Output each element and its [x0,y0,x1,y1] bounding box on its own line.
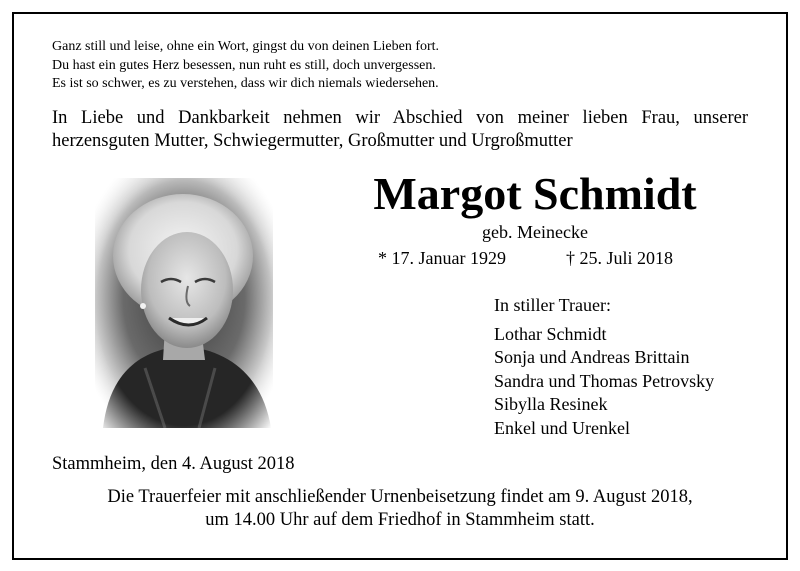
place-and-date: Stammheim, den 4. August 2018 [52,454,295,474]
deceased-name: Margot Schmidt [373,168,697,219]
mourner-name: Sibylla Resinek [494,394,608,414]
mourner-name: Sonja und Andreas Brittain [494,347,690,367]
service-line: Die Trauerfeier mit anschließender Urnenbeisetzung findet am 9. August 2018, [107,487,693,507]
portrait-image [95,178,273,428]
service-line: um 14.00 Uhr auf dem Friedhof in Stammheim statt. [205,510,595,530]
mourners-list [494,294,714,440]
poem-line: Es ist so schwer, es zu verstehen, dass wir dich niemals wiedersehen. [52,76,439,91]
poem-line: Du hast ein gutes Herz besessen, nun ruht es still, doch unvergessen. [52,57,436,73]
memorial-poem [52,38,439,94]
funeral-service-info [52,486,748,532]
life-dates [378,247,674,269]
maiden-name: geb. Meinecke [482,222,588,242]
farewell-intro: In Liebe und Dankbarkeit nehmen wir Abschied von meiner lieben Frau, unserer herzensguten Mutter, Schwiegermutter, Großmutter und Urgroßmutter [52,108,748,151]
mourners-heading: In stiller Trauer: [494,295,611,315]
mourner-name: Lothar Schmidt [494,323,607,344]
portrait-photo [95,178,273,428]
death-date: † 25. Juli 2018 [566,248,674,268]
mourner-name: Sandra und Thomas Petrovsky [494,370,715,391]
birth-date: * 17. Januar 1929 [378,248,506,268]
mourner-name: Enkel und Urenkel [494,417,630,438]
poem-line: Ganz still und leise, ohne ein Wort, gingst du von deinen Lieben fort. [52,39,440,54]
